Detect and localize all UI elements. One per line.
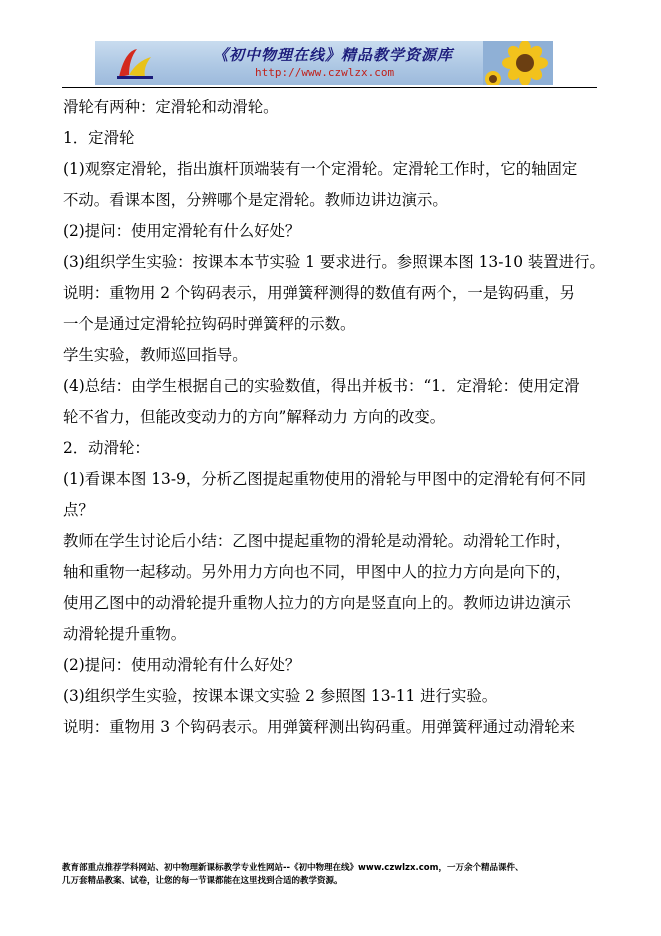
banner-url[interactable]: http://www.czwlzx.com — [255, 66, 395, 79]
body-line: (1)观察定滑轮，指出旗杆顶端装有一个定滑轮。定滑轮工作时，它的轴固定 — [63, 160, 578, 178]
sunflower-icon — [483, 41, 553, 85]
body-line: 使用乙图中的动滑轮提升重物人拉力的方向是竖直向上的。教师边讲边演示 — [63, 594, 571, 612]
header-rule — [62, 87, 597, 88]
site-logo-icon — [115, 45, 155, 81]
header-banner — [95, 41, 553, 85]
body-line: 滑轮有两种：定滑轮和动滑轮。 — [63, 98, 279, 116]
page-footer — [62, 862, 602, 888]
body-line: (3)组织学生实验，按课本课文实验 2 参照图 13-11 进行实验。 — [63, 687, 498, 705]
document-body — [63, 92, 605, 743]
body-line: 点？ — [63, 501, 94, 519]
body-line: 1．定滑轮 — [63, 129, 135, 147]
body-line: 2．动滑轮： — [63, 439, 150, 457]
body-line: 动滑轮提升重物。 — [63, 625, 187, 643]
body-line: 教师在学生讨论后小结：乙图中提起重物的滑轮是动滑轮。动滑轮工作时， — [63, 532, 571, 550]
body-line: (2)提问：使用动滑轮有什么好处？ — [63, 656, 301, 674]
body-line: 说明：重物用 2 个钩码表示，用弹簧秤测得的数值有两个，一是钩码重，另 — [63, 284, 576, 302]
body-line: 轮不省力，但能改变动力的方向”解释动力 方向的改变。 — [63, 408, 446, 426]
banner-title: 《初中物理在线》精品教学资源库 — [213, 46, 454, 64]
body-line: (4)总结：由学生根据自己的实验数值，得出并板书：“1．定滑轮：使用定滑 — [63, 377, 580, 395]
body-line: 一个是通过定滑轮拉钩码时弹簧秤的示数。 — [63, 315, 356, 333]
footer-line-2: 几万套精品教案、试卷，让您的每一节课都能在这里找到合适的教学资源。 — [62, 876, 343, 886]
body-line: (1)看课本图 13-9，分析乙图提起重物使用的滑轮与甲图中的定滑轮有何不同 — [63, 470, 586, 488]
footer-line-1: 教育部重点推荐学科网站、初中物理新课标教学专业性网站--《初中物理在线》www.czwlzx.com，一万余个精品课件、 — [62, 863, 524, 873]
body-line: 说明：重物用 3 个钩码表示。用弹簧秤测出钩码重。用弹簧秤通过动滑轮来 — [63, 718, 576, 736]
body-line: 学生实验，教师巡回指导。 — [63, 346, 248, 364]
body-line: 不动。看课本图，分辨哪个是定滑轮。教师边讲边演示。 — [63, 191, 448, 209]
body-line: (2)提问：使用定滑轮有什么好处？ — [63, 222, 301, 240]
body-line: 轴和重物一起移动。另外用力方向也不同，甲图中人的拉力方向是向下的， — [63, 563, 571, 581]
body-line: (3)组织学生实验：按课本本节实验 1 要求进行。参照课本图 13-10 装置进行。 — [63, 253, 605, 271]
